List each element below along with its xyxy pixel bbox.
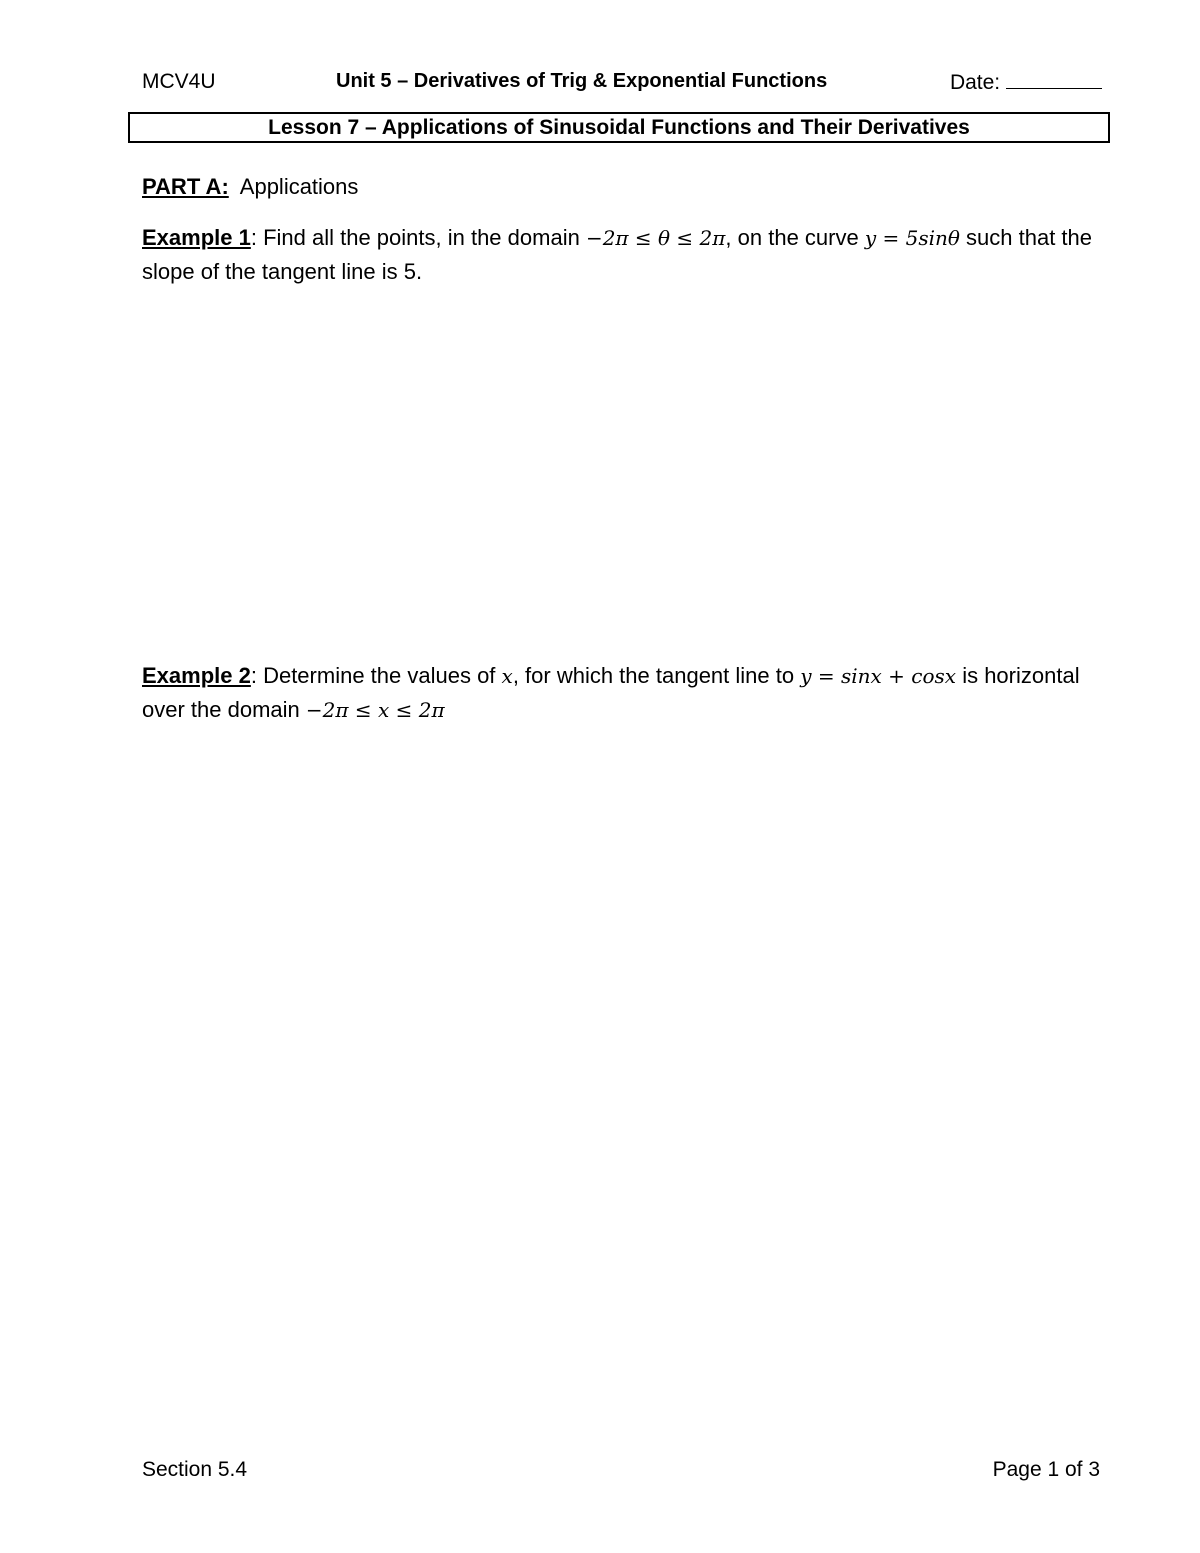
date-blank-line bbox=[1006, 70, 1102, 89]
page-header bbox=[142, 70, 1102, 100]
example-2-variable: x bbox=[501, 664, 513, 688]
course-code: MCV4U bbox=[142, 70, 216, 93]
example-1-label: Example 1 bbox=[142, 225, 251, 250]
lesson-title-box bbox=[128, 112, 1110, 143]
lesson-title: Lesson 7 – Applications of Sinusoidal Functions and Their Derivatives bbox=[268, 116, 970, 139]
example-2-label: Example 2 bbox=[142, 663, 251, 688]
example-2-domain: −2π ≤ x ≤ 2π bbox=[305, 698, 445, 722]
example-2 bbox=[142, 659, 1092, 727]
example-2-text-b: , for which the tangent line to bbox=[512, 663, 801, 688]
example-2-text-a: : Determine the values of bbox=[250, 663, 502, 688]
date-label: Date: bbox=[949, 71, 1001, 94]
example-1 bbox=[142, 221, 1092, 288]
example-1-domain: −2π ≤ θ ≤ 2π bbox=[585, 226, 726, 250]
date-field bbox=[950, 70, 1102, 95]
unit-title: Unit 5 – Derivatives of Trig & Exponential Functions bbox=[336, 70, 828, 92]
example-2-function: y = sinx + cosx bbox=[800, 664, 957, 688]
example-1-text-b: , on the curve bbox=[725, 225, 865, 250]
example-1-text-c: such that the slope of the tangent line is 5. bbox=[142, 225, 1093, 284]
example-2-text-c: is horizontal over the domain bbox=[142, 663, 1080, 722]
footer-section: Section 5.4 bbox=[142, 1458, 248, 1481]
example-1-text-a: : Find all the points, in the domain bbox=[250, 225, 586, 250]
example-1-curve: y = 5sinθ bbox=[864, 226, 960, 250]
part-a-title: Applications bbox=[239, 174, 359, 199]
part-a-heading bbox=[142, 174, 358, 200]
footer-page-number: Page 1 of 3 bbox=[992, 1458, 1100, 1481]
part-a-label: PART A: bbox=[142, 174, 229, 199]
